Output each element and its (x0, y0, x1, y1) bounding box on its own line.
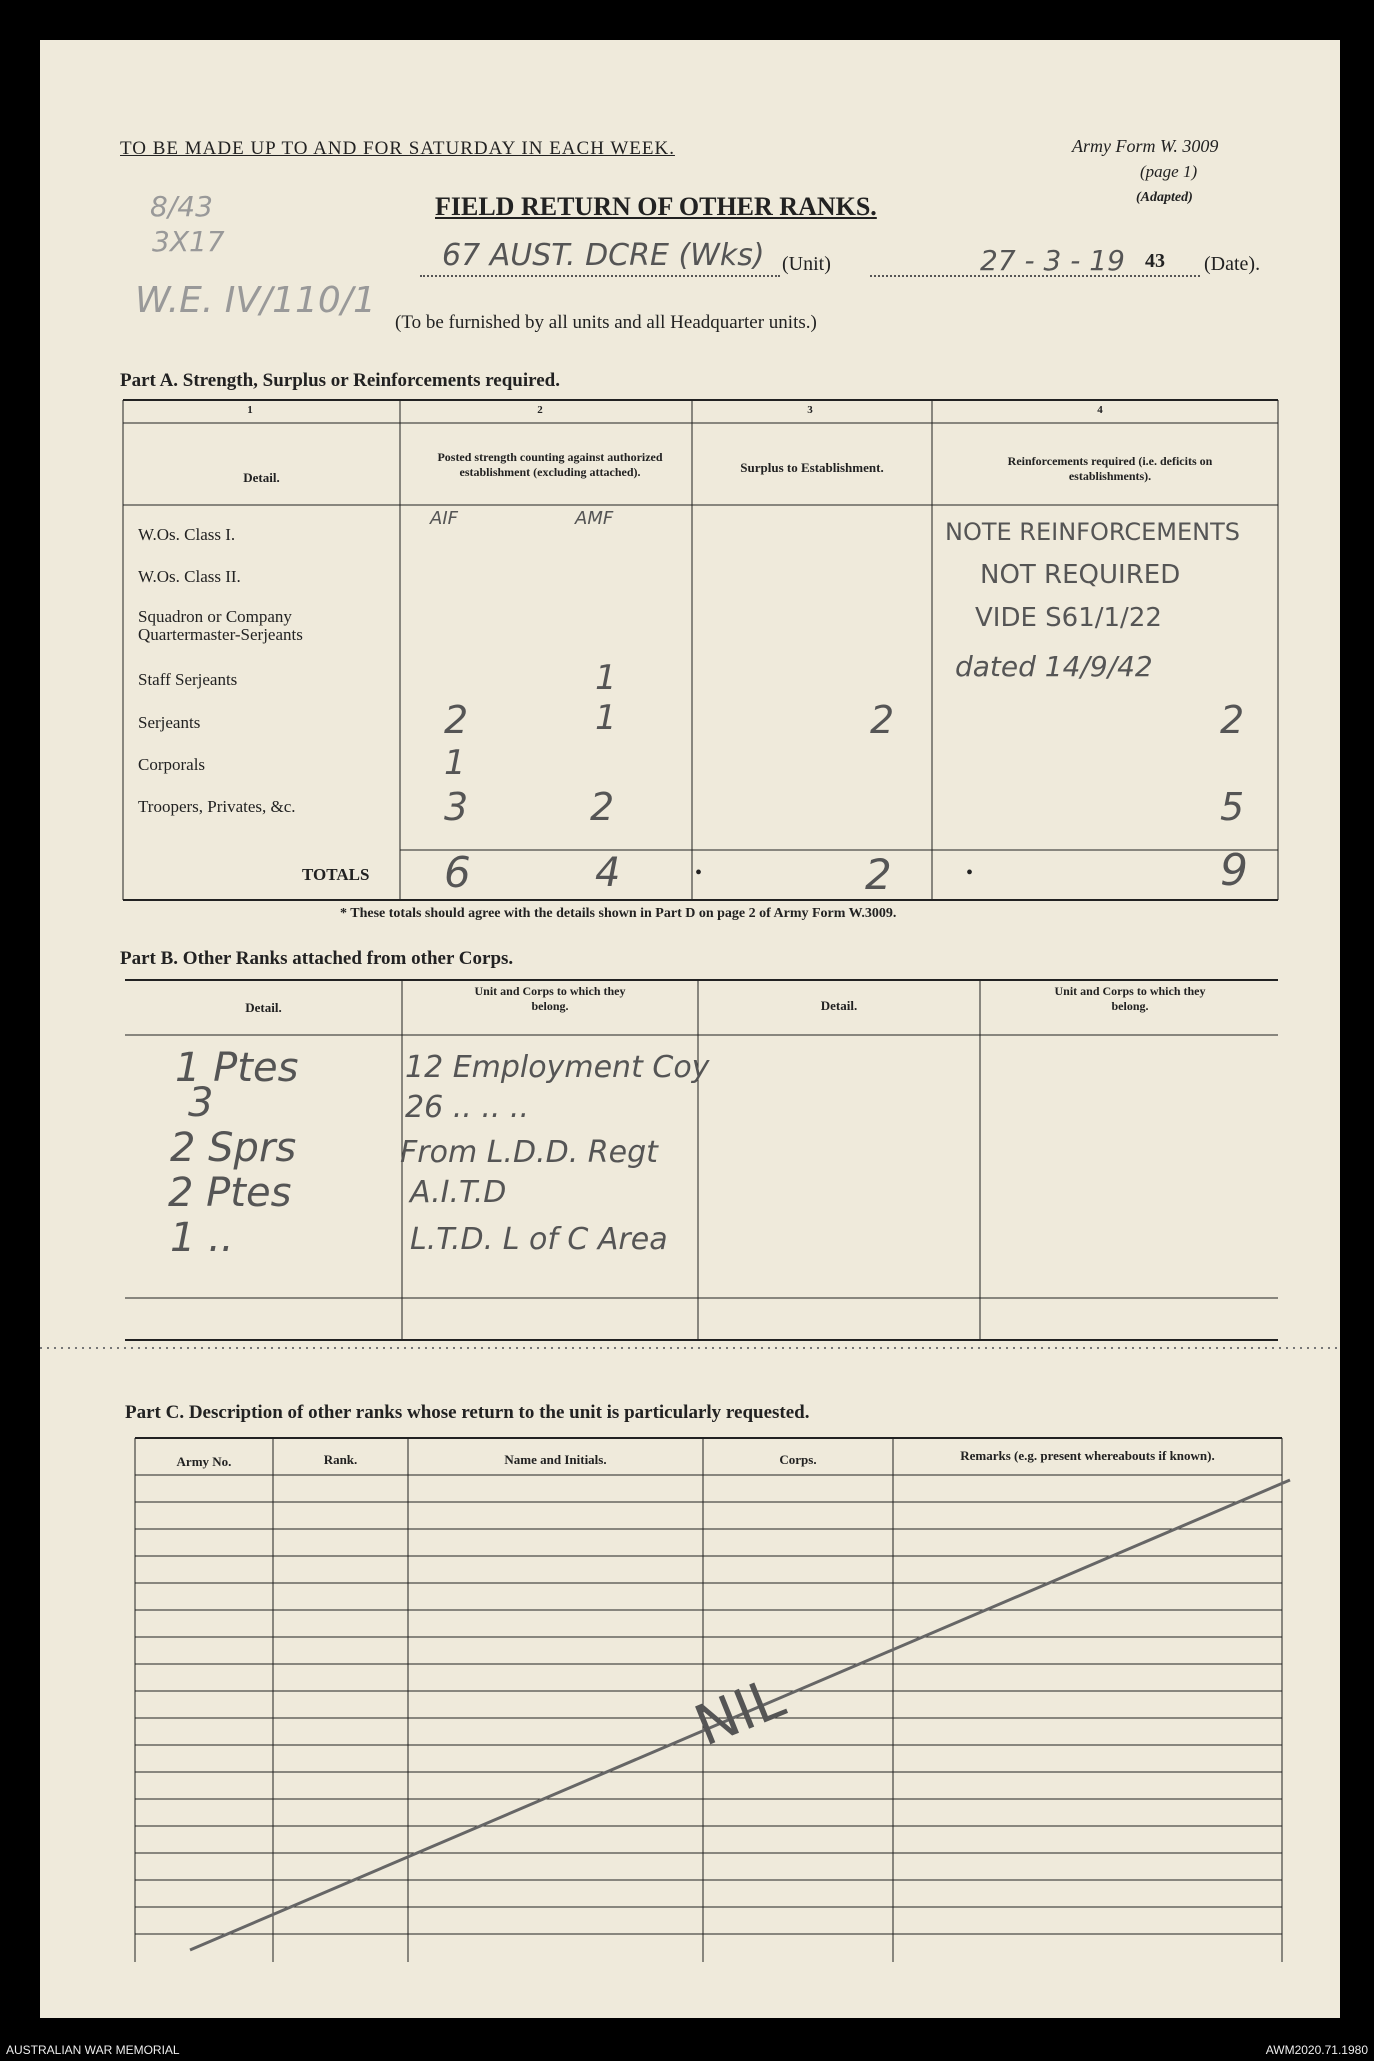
reinf-note-line-4: dated 14/9/42 (955, 650, 1153, 683)
part-a-header-posted: Posted strength counting against authorized establishment (excluding attached). (437, 450, 663, 479)
reinf-note-line-3: VIDE S61/1/22 (975, 603, 1162, 633)
part-a-header-reinf: Reinforcements required (i.e. deficits on establishments). (1007, 454, 1213, 483)
row-label-sgt: Serjeants (138, 713, 201, 732)
ssgt-amf: 1 (595, 658, 617, 698)
date-label: (Date). (1204, 253, 1261, 275)
row-label-wo1: W.Os. Class I. (138, 525, 236, 544)
part-c-header-corps: Corps. (779, 1452, 817, 1467)
margin-note-1: 8/43 (150, 190, 213, 223)
part-c-header-name: Name and Initials. (504, 1452, 607, 1467)
pte-aif: 3 (444, 785, 469, 829)
row-label-wo2: W.Os. Class II. (138, 567, 241, 586)
row-label-cpl: Corporals (138, 755, 206, 774)
part-b-row-1-detail: 1 Ptes (175, 1045, 299, 1091)
total-aif: 6 (444, 848, 471, 897)
part-a-col-number-1: 1 (247, 404, 253, 416)
date-value: 27 - 3 - 19 (980, 244, 1125, 277)
form-page (40, 40, 1340, 2018)
cpl-aif: 1 (444, 743, 466, 783)
unit-label: (Unit) (782, 253, 831, 275)
sgt-surplus: 2 (870, 698, 895, 742)
sgt-aif: 2 (444, 698, 469, 742)
footer-left: AUSTRALIAN WAR MEMORIAL (6, 2043, 180, 2057)
part-b-row-2-unit-ditto: 26 .. .. .. (405, 1090, 529, 1125)
part-b-row-2-detail: 3 (188, 1080, 214, 1126)
pte-reinf: 5 (1220, 785, 1245, 829)
part-a-col-number-3: 3 (807, 404, 813, 416)
part-b-row-3-detail: 2 Sprs (170, 1125, 297, 1171)
sub-header-aif: AIF (430, 508, 458, 529)
part-c-header-remarks: Remarks (e.g. present whereabouts if known). (960, 1448, 1215, 1463)
unit-value: 67 AUST. DCRE (Wks) (442, 238, 765, 273)
part-b-header-unit-2: Unit and Corps to which they belong. (1054, 984, 1206, 1013)
margin-note-3: W.E. IV/110/1 (135, 280, 376, 321)
pte-amf: 2 (590, 785, 615, 829)
total-surplus-asterisk: • (695, 862, 703, 884)
part-b-header-detail-1: Detail. (245, 1000, 282, 1015)
part-b-row-4-detail: 2 Ptes (168, 1170, 292, 1216)
part-a-heading: Part A. Strength, Surplus or Reinforcements required. (120, 370, 560, 391)
date-year: 43 (1145, 250, 1165, 272)
part-a-footnote: * These totals should agree with the details shown in Part D on page 2 of Army Form W.3009. (340, 906, 897, 921)
form-title: FIELD RETURN OF OTHER RANKS. (435, 192, 877, 221)
totals-label: TOTALS (302, 865, 370, 884)
part-b-row-4-unit: A.I.T.D (410, 1175, 507, 1210)
part-b-row-5-unit: L.T.D. L of C Area (410, 1222, 668, 1257)
part-c-header-rank: Rank. (323, 1452, 358, 1467)
reinf-note-line-1: NOTE REINFORCEMENTS (945, 518, 1240, 546)
row-label-ssgt: Staff Serjeants (138, 670, 238, 689)
part-a-col-number-4: 4 (1097, 404, 1103, 416)
nil-mark: NIL (686, 1665, 794, 1760)
adapted-note: (Adapted) (1136, 190, 1193, 205)
part-c-header-army-no: Army No. (176, 1454, 232, 1469)
part-a-header-surplus: Surplus to Establishment. (740, 460, 884, 475)
sgt-amf: 1 (595, 698, 617, 738)
week-note: TO BE MADE UP TO AND FOR SATURDAY IN EACH WEEK. (120, 138, 675, 159)
part-c-heading: Part C. Description of other ranks whose return to the unit is particularly requested. (125, 1402, 810, 1423)
reinf-note-line-2: NOT REQUIRED (980, 560, 1181, 590)
part-b-row-2-unit: From L.D.D. Regt (400, 1135, 658, 1170)
part-a-header-detail: Detail. (243, 470, 280, 485)
part-b-header-unit-1: Unit and Corps to which they belong. (474, 984, 626, 1013)
part-c-table-lines (40, 40, 1340, 2018)
total-surplus: 2 (865, 850, 892, 899)
army-form-number: Army Form W. 3009 (1072, 136, 1219, 156)
margin-note-2: 3X17 (152, 225, 225, 258)
row-label-cqms: Squadron or Company Quartermaster-Serjeants (138, 607, 303, 644)
total-reinf-asterisk: • (966, 862, 974, 884)
part-b-header-detail-2: Detail. (820, 998, 858, 1013)
part-b-row-5-detail: 1 .. (170, 1215, 234, 1261)
sgt-reinf: 2 (1220, 698, 1245, 742)
sub-header-amf: AMF (575, 508, 614, 529)
row-label-pte: Troopers, Privates, &c. (138, 797, 296, 816)
part-b-row-1-unit: 12 Employment Coy (405, 1050, 710, 1085)
part-a-col-number-2: 2 (537, 404, 543, 416)
footer-right: AWM2020.71.1980 (1265, 2043, 1368, 2057)
part-b-heading: Part B. Other Ranks attached from other Corps. (120, 948, 514, 969)
total-amf: 4 (595, 850, 621, 896)
page-number: (page 1) (1140, 162, 1198, 181)
total-reinf: 9 (1220, 845, 1248, 896)
furnish-note: (To be furnished by all units and all Headquarter units.) (395, 312, 817, 333)
